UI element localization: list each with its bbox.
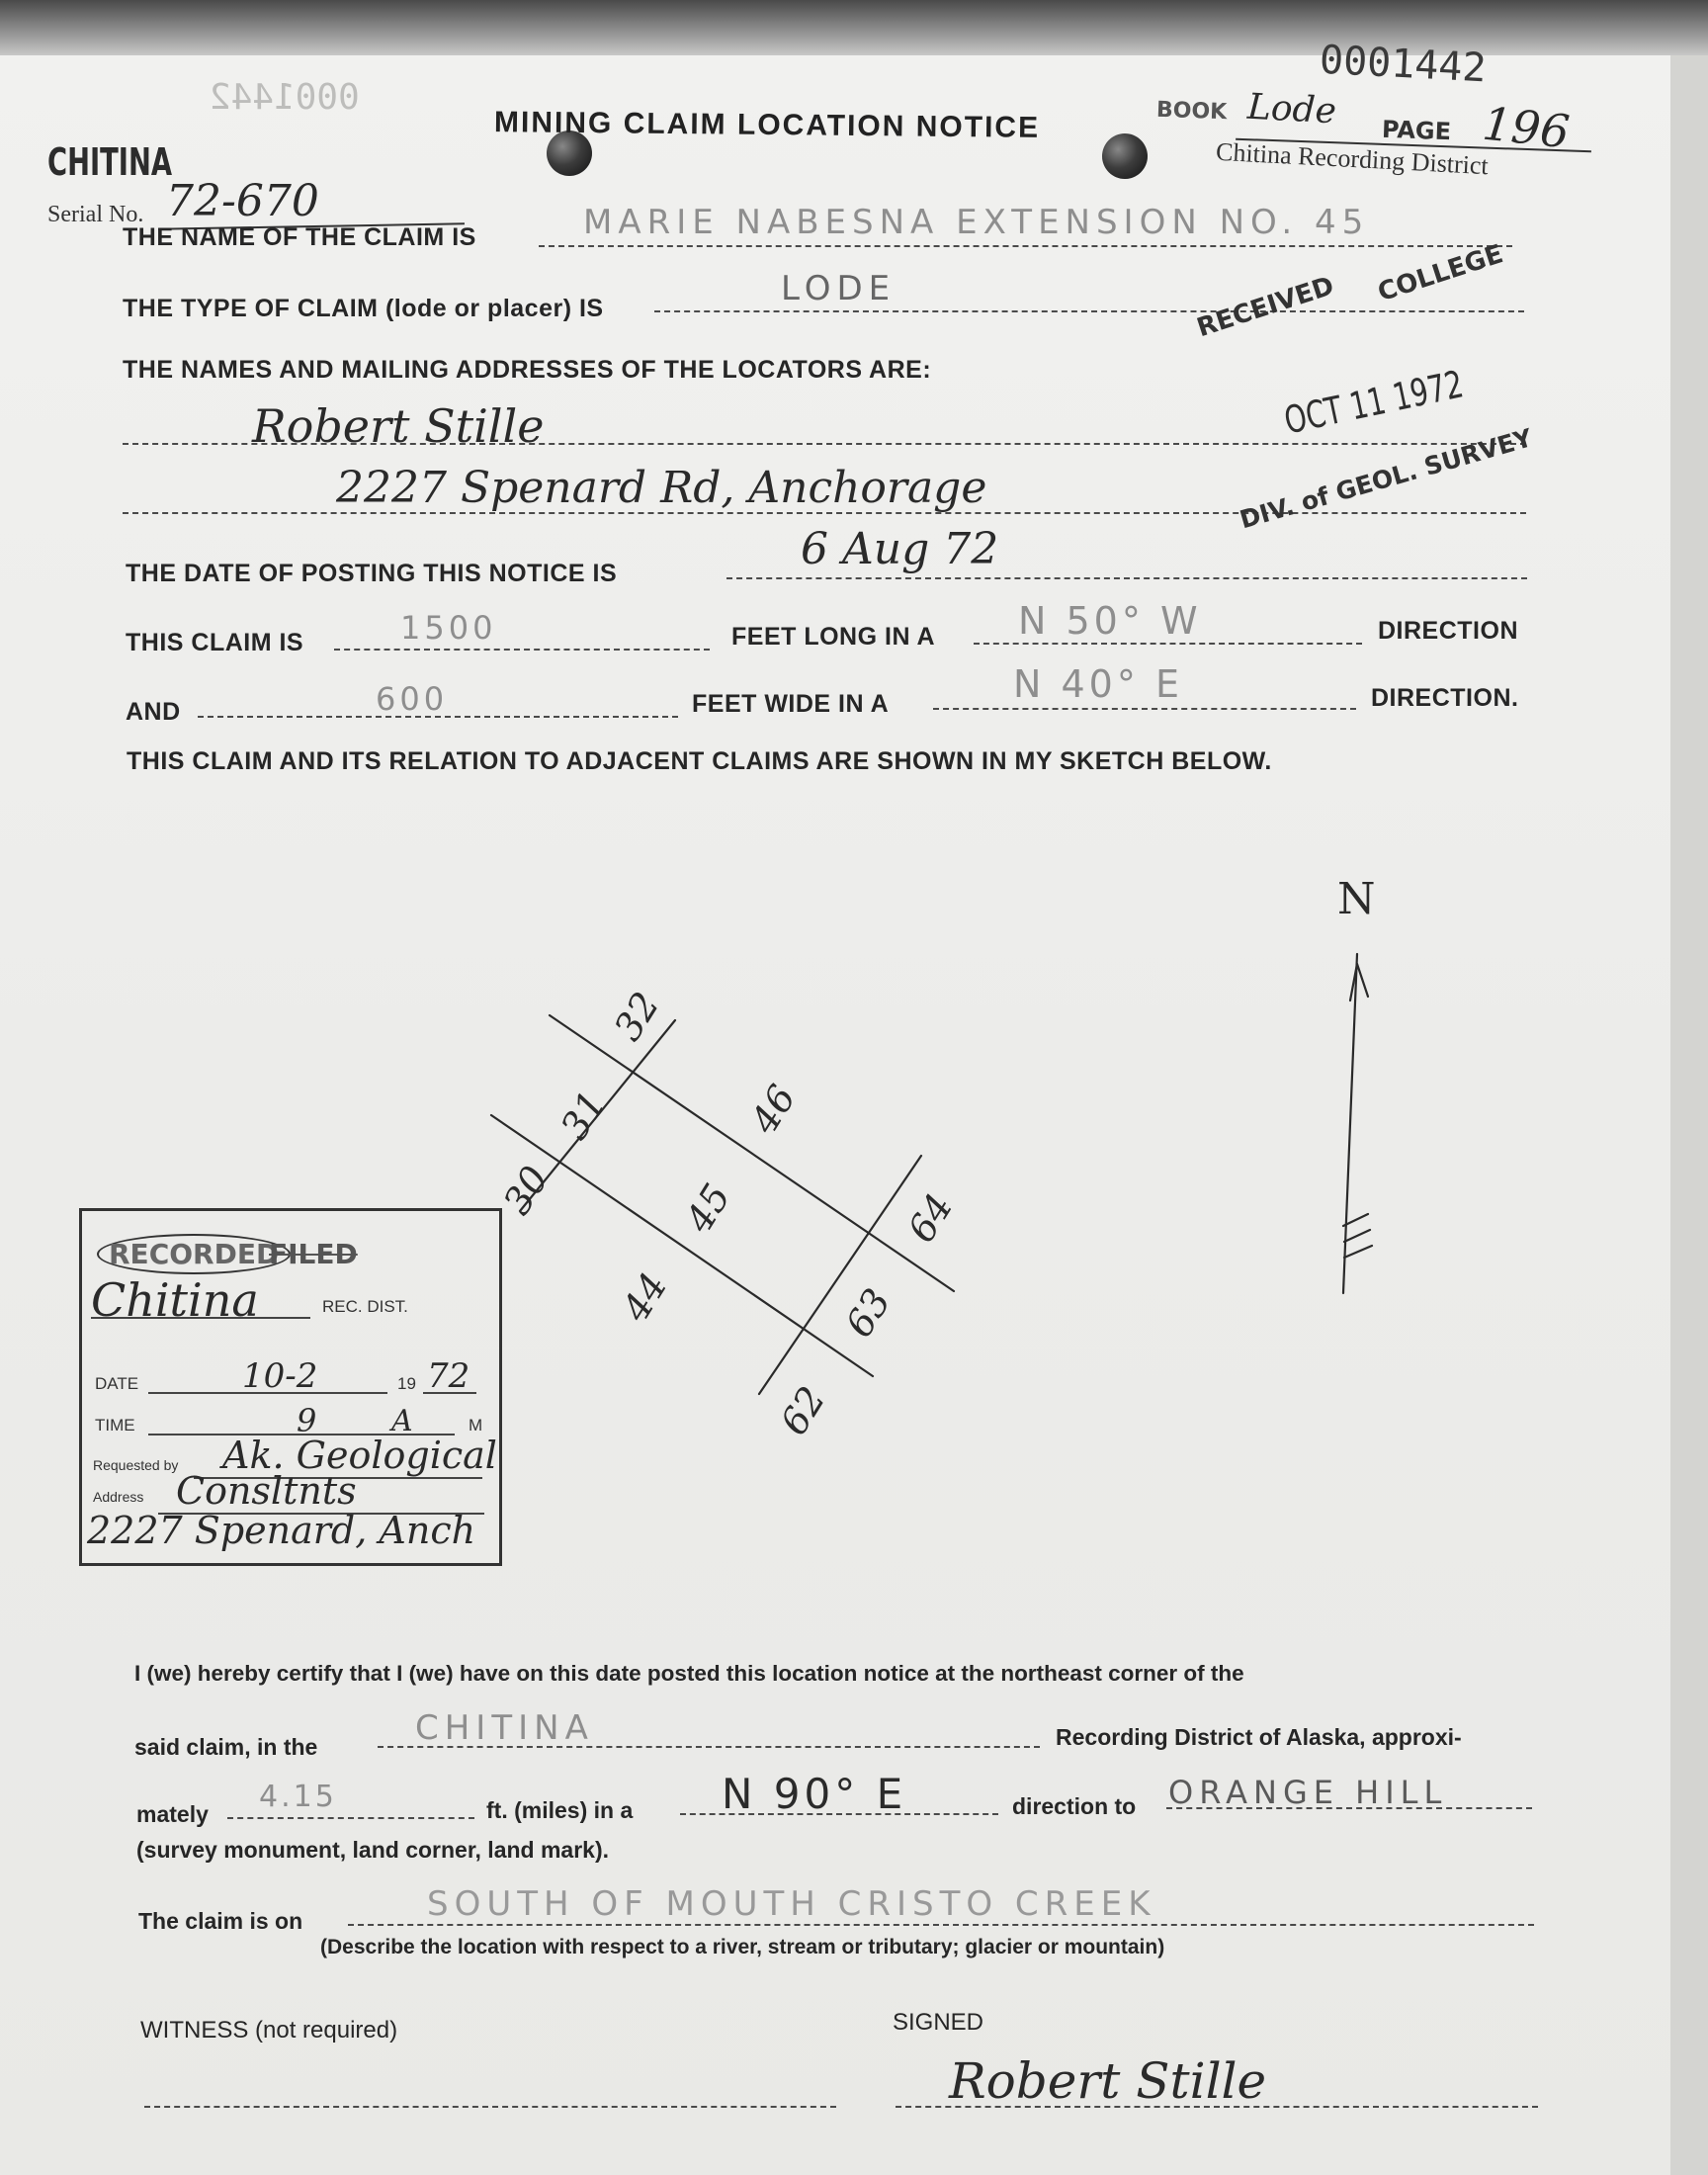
district-value: CHITINA	[415, 1708, 594, 1748]
ft-miles-label: ft. (miles) in a	[486, 1797, 634, 1823]
distance-line	[227, 1817, 474, 1819]
claim-number-30: 30	[494, 1158, 557, 1223]
said-claim-label: said claim, in the	[134, 1734, 318, 1760]
page-label: PAGE	[1381, 115, 1452, 146]
time-suffix: M	[469, 1416, 483, 1435]
time-mid: A	[391, 1404, 413, 1438]
locators-label: THE NAMES AND MAILING ADDRESSES OF THE LOCATORS ARE:	[123, 356, 932, 384]
year-value: 72	[427, 1356, 470, 1396]
serial-label: Serial No.	[47, 202, 144, 227]
sketch-line-se-side	[491, 1115, 873, 1376]
requested-value: Ak. Geological	[222, 1434, 497, 1477]
width-value: 600	[376, 680, 449, 718]
form-title: MINING CLAIM LOCATION NOTICE	[493, 106, 1041, 144]
stamp-number: 0001442	[1318, 37, 1488, 92]
ghost-number: 0001442	[210, 77, 360, 118]
time-label: TIME	[95, 1416, 135, 1435]
claim-number-32: 32	[605, 984, 668, 1049]
locator-name: Robert Stille	[252, 399, 545, 453]
recorded-label: RECORDED	[97, 1234, 291, 1274]
claim-number-31: 31	[552, 1083, 615, 1148]
signed-label: SIGNED	[893, 2009, 984, 2036]
year-prefix: 19	[397, 1374, 416, 1393]
recorded-district-line	[91, 1317, 310, 1319]
claim-number-44: 44	[613, 1264, 676, 1330]
witness-label: WITNESS (not required)	[140, 2017, 398, 2044]
claim-on-label: The claim is on	[138, 1908, 303, 1934]
date-value: 10-2	[242, 1356, 318, 1396]
sketch-line-sw-end	[759, 1156, 921, 1394]
received-stamp-line2: COLLEGE	[1374, 239, 1507, 308]
north-arrow-tail	[1343, 1214, 1372, 1258]
district-label: Chitina Recording District	[1215, 136, 1490, 181]
claim-name-label: THE NAME OF THE CLAIM IS	[123, 223, 476, 251]
cert-line-1: I (we) hereby certify that I (we) have on this date posted this location notice at the northeast corner of the	[134, 1661, 1244, 1686]
received-stamp-line1: RECEIVED	[1193, 271, 1338, 344]
landmark-hint: (survey monument, land corner, land mark).	[136, 1837, 610, 1863]
date-label: DATE	[95, 1374, 139, 1393]
and-label: AND	[126, 698, 181, 726]
claim-name-value: MARIE NABESNA EXTENSION NO. 45	[583, 203, 1370, 242]
witness-line	[144, 2106, 836, 2108]
serial-value: 72-670	[166, 176, 319, 226]
signature: Robert Stille	[949, 2052, 1267, 2110]
page-value: 196	[1480, 96, 1573, 159]
length-direction-value: N 50° W	[1018, 599, 1202, 643]
district-stamp: CHITINA	[47, 140, 173, 184]
posting-date-label: THE DATE OF POSTING THIS NOTICE IS	[126, 560, 618, 587]
width-direction-value: N 40° E	[1013, 662, 1183, 706]
claim-number-63: 63	[836, 1280, 899, 1346]
claim-type-label: THE TYPE OF CLAIM (lode or placer) IS	[123, 295, 604, 322]
time-value: 9	[297, 1402, 317, 1439]
locator-address: 2227 Spenard Rd, Anchorage	[336, 463, 987, 513]
recorded-district-hand: Chitina	[91, 1273, 259, 1327]
address-value-1: Consltnts	[176, 1469, 357, 1513]
feet-long-label: FEET LONG IN A	[731, 623, 936, 651]
requested-label: Requested by	[93, 1457, 179, 1473]
received-stamp-date: OCT 11 1972	[1280, 362, 1468, 443]
sketch-line-nw-side	[550, 1015, 954, 1291]
district-suffix: Recording District of Alaska, approxi-	[1056, 1724, 1462, 1750]
address-value-2: 2227 Spenard, Anch	[87, 1509, 476, 1552]
claim-is-label: THIS CLAIM IS	[126, 629, 304, 656]
claim-number-62: 62	[771, 1378, 834, 1443]
direction-value: N 90° E	[722, 1770, 907, 1818]
year-line	[423, 1392, 476, 1394]
claim-on-line	[348, 1924, 1534, 1926]
distance-value: 4.15	[259, 1780, 337, 1814]
claim-number-46: 46	[741, 1077, 805, 1142]
claim-type-value: LODE	[781, 269, 897, 308]
received-stamp-division: DIV. of GEOL. SURVEY	[1237, 423, 1536, 535]
feet-wide-label: FEET WIDE IN A	[692, 690, 890, 718]
book-value: Lode	[1245, 86, 1337, 132]
claim-number-45: 45	[676, 1175, 739, 1241]
direction-label-2: DIRECTION.	[1371, 684, 1519, 712]
claim-number-64: 64	[898, 1185, 962, 1251]
filed-label: FILED	[269, 1238, 358, 1270]
direction-to-label: direction to	[1012, 1793, 1137, 1819]
address-label: Address	[93, 1489, 144, 1505]
mately-label: mately	[136, 1801, 209, 1827]
describe-hint: (Describe the location with respect to a river, stream or tributary; glacier or mountain)	[320, 1936, 1165, 1958]
sketch-label: THIS CLAIM AND ITS RELATION TO ADJACENT CLAIMS ARE SHOWN IN MY SKETCH BELOW.	[127, 747, 1272, 775]
claim-on-value: SOUTH OF MOUTH CRISTO CREEK	[427, 1884, 1156, 1924]
landmark-value: ORANGE HILL	[1168, 1774, 1448, 1811]
north-arrow-head	[1350, 964, 1368, 1000]
rec-dist-label: REC. DIST.	[322, 1297, 408, 1316]
book-label: BOOK	[1155, 97, 1228, 126]
north-label: N	[1337, 874, 1376, 924]
length-value: 1500	[400, 609, 497, 647]
posting-date-value: 6 Aug 72	[801, 524, 999, 574]
direction-label: DIRECTION	[1378, 617, 1518, 645]
